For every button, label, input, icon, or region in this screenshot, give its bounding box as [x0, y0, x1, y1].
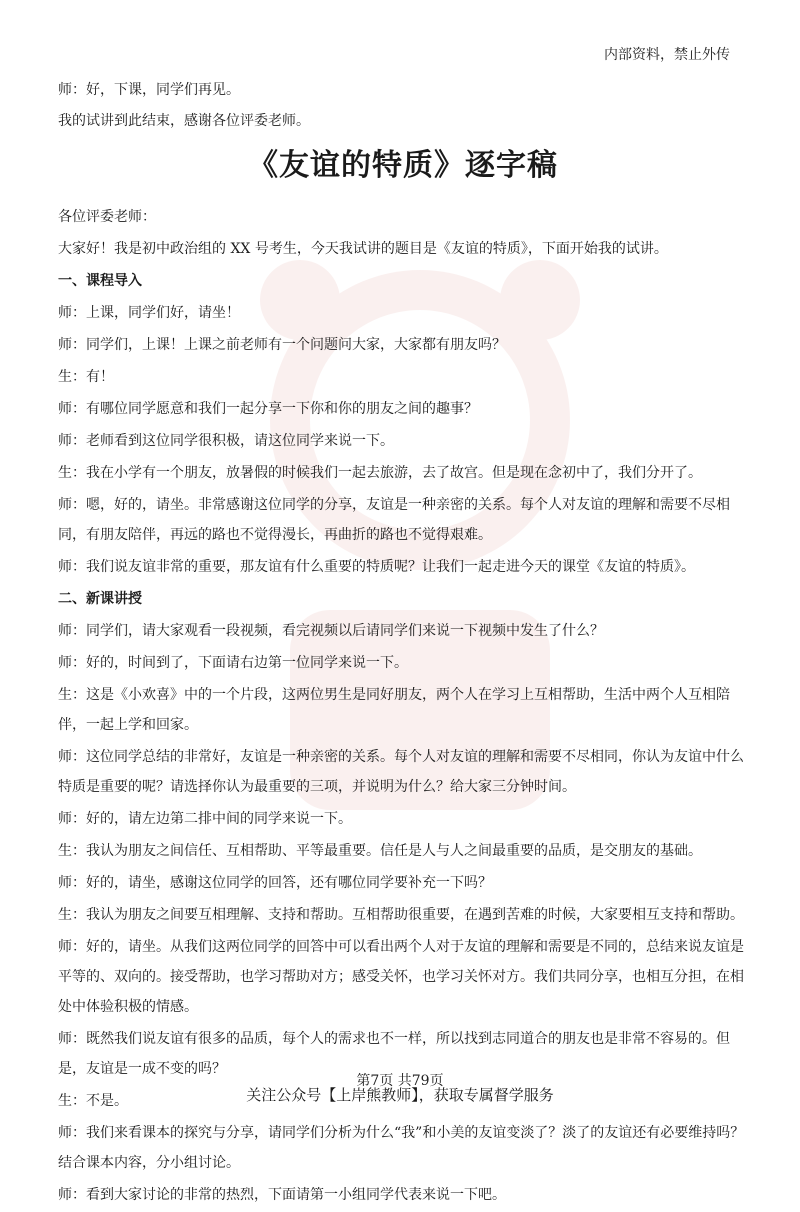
- paragraph: 生：我认为朋友之间信任、互相帮助、平等最重要。信任是人与人之间最重要的品质，是交朋友的基础。: [58, 843, 702, 859]
- paragraph: 师：好的，请左边第二排中间的同学来说一下。: [58, 811, 352, 827]
- paragraph: 师：老师看到这位同学很积极，请这位同学来说一下。: [58, 433, 394, 449]
- paragraph: 师：这位同学总结的非常好，友谊是一种亲密的关系。每个人对友谊的理解和需要不尽相同，你认为友谊中什么特质是重要的呢？请选择你认为最重要的三项，并说明为什么？给大家三分钟时间。: [58, 749, 744, 795]
- paragraph: 师：既然我们说友谊有很多的品质，每个人的需求也不一样，所以找到志同道合的朋友也是非常不容易的。但是，友谊是一成不变的吗？: [58, 1031, 730, 1077]
- paragraph: 生：这是《小欢喜》中的一个片段，这两位男生是同好朋友，两个人在学习上互相帮助，生活中两个人互相陪伴，一起上学和回家。: [58, 687, 730, 733]
- paragraph: 师：我们说友谊非常的重要，那友谊有什么重要的特质呢？让我们一起走进今天的课堂《友谊的特质》。: [58, 559, 695, 575]
- paragraph: 生：不是。: [58, 1093, 128, 1109]
- intro-line: 师：好，下课，同学们再见。: [58, 82, 240, 98]
- paragraph: 师：同学们，上课！上课之前老师有一个问题问大家，大家都有朋友吗？: [58, 337, 506, 353]
- paragraph: 生：我在小学有一个朋友，放暑假的时候我们一起去旅游，去了故宫。但是现在念初中了，我们分开了。: [58, 465, 702, 481]
- paragraph: 各位评委老师：: [58, 209, 156, 225]
- page-number: 第7页 共79页: [356, 1073, 444, 1089]
- paragraph: 大家好！我是初中政治组的 XX 号考生，今天我试讲的题目是《友谊的特质》，下面开始我的试讲。: [58, 241, 668, 257]
- paragraph: 师：好的，请坐，感谢这位同学的回答，还有哪位同学要补充一下吗？: [58, 875, 492, 891]
- paragraph: 生：我认为朋友之间要互相理解、支持和帮助。互相帮助很重要，在遇到苦难的时候，大家要相互支持和帮助。: [58, 907, 744, 923]
- document-page: [58, 80, 748, 1212]
- intro-line: 我的试讲到此结束，感谢各位评委老师。: [58, 113, 310, 129]
- paragraph: 师：有哪位同学愿意和我们一起分享一下你和你的朋友之间的趣事？: [58, 401, 478, 417]
- paragraph: 师：同学们，请大家观看一段视频，看完视频以后请同学们来说一下视频中发生了什么？: [58, 623, 604, 639]
- paragraph: 生：有！: [58, 369, 114, 385]
- header-note: 内部资料，禁止外传: [604, 47, 730, 63]
- paragraph: 师：好的，请坐。从我们这两位同学的回答中可以看出两个人对于友谊的理解和需要是不同的，总结来说友谊是平等的、双向的。接受帮助，也学习帮助对方；感受关怀，也学习关怀对方。我们共同分享，也相互分担，在相处中体验积极的情感。: [58, 939, 744, 1015]
- promo-text: 关注公众号【上岸熊教师】，获取专属督学服务: [246, 1086, 554, 1104]
- paragraph: 师：好的，时间到了，下面请右边第一位同学来说一下。: [58, 655, 408, 671]
- document-title: 《友谊的特质》逐字稿: [248, 148, 558, 183]
- paragraph: 师：我们来看课本的探究与分享，请同学们分析为什么“我”和小美的友谊变淡了？淡了的友谊还有必要维持吗？结合课本内容，分小组讨论。: [58, 1125, 745, 1171]
- paragraph: 师：看到大家讨论的非常的热烈，下面请第一小组同学代表来说一下吧。: [58, 1187, 506, 1203]
- document-body: [58, 202, 748, 1210]
- section-heading: 二、新课讲授: [58, 591, 142, 607]
- section-heading: 一、课程导入: [58, 273, 142, 289]
- paragraph: 师：嗯，好的，请坐。非常感谢这位同学的分享，友谊是一种亲密的关系。每个人对友谊的理解和需要不尽相同，有朋友陪伴，再远的路也不觉得漫长，再曲折的路也不觉得艰难。: [58, 497, 730, 543]
- paragraph: 师：上课，同学们好，请坐！: [58, 305, 240, 321]
